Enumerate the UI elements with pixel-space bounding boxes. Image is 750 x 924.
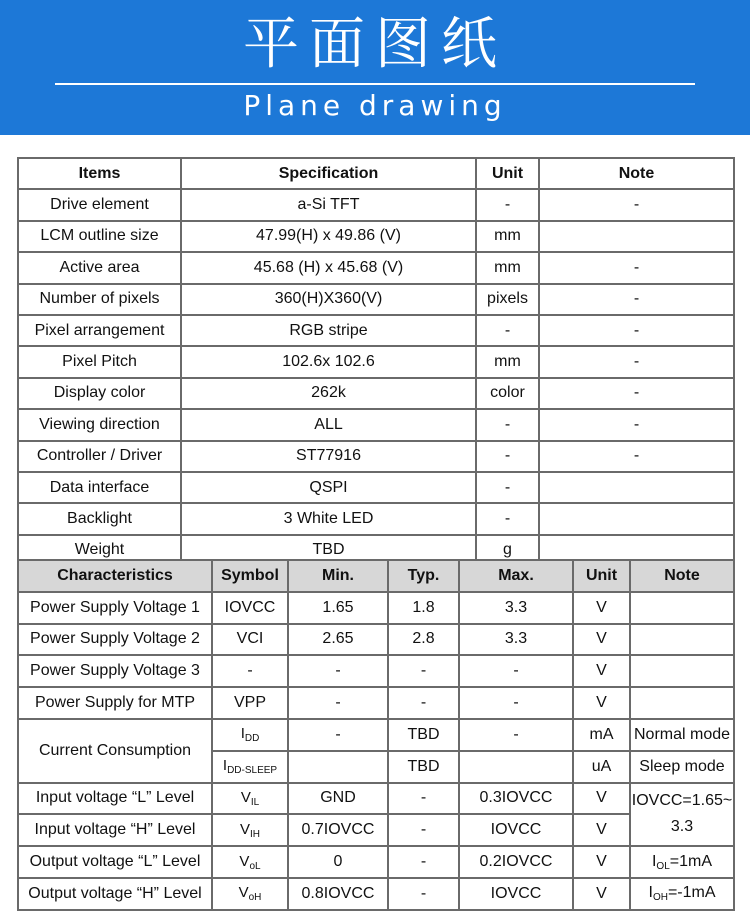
cell-note [630,655,734,687]
cell-note [630,592,734,624]
cell-unit: - [476,441,539,472]
cell-note: - [539,378,734,409]
cell-max: - [459,687,573,719]
cell-item: Drive element [18,189,181,220]
symbol-main: I [240,725,245,743]
table-row [18,284,734,315]
cell-unit: - [476,503,539,534]
cell-min: 0.8IOVCC [288,878,388,910]
table-row [18,719,734,751]
symbol-main: I [222,757,228,775]
cell-note: - [539,284,734,315]
symbol-main: V [239,820,250,838]
cell-unit: - [476,472,539,503]
cell-note: - [539,252,734,283]
cell-typ: TBD [388,719,459,751]
cell-item: Pixel Pitch [18,346,181,377]
cell-typ: - [388,783,459,815]
cell-note [630,624,734,656]
cell-max: 3.3 [459,624,573,656]
cell-item: Number of pixels [18,284,181,315]
cell-unit: mm [476,346,539,377]
cell-max: 0.3IOVCC [459,783,573,815]
cell-min: - [288,655,388,687]
cell-max: IOVCC [459,814,573,846]
cell-min: - [288,719,388,751]
cell-spec: ST77916 [181,441,476,472]
characteristics-table [17,559,735,911]
char-header-row [18,560,734,592]
table-row [18,378,734,409]
cell-unit: V [573,592,630,624]
cell-unit: - [476,409,539,440]
cell-min: 0.7IOVCC [288,814,388,846]
symbol-subscript: IL [250,796,260,808]
symbol-subscript: DD-SLEEP [227,765,278,777]
table-row [18,503,734,534]
cell-unit: - [476,315,539,346]
cell-spec: 262k [181,378,476,409]
cell-unit: mm [476,221,539,252]
note-main: I [651,852,657,870]
table-row [18,624,734,656]
cell-spec: TBD [181,535,476,566]
header-characteristics: Characteristics [18,560,212,592]
cell-min: GND [288,783,388,815]
cell-spec: 102.6x 102.6 [181,346,476,377]
cell-unit: - [476,189,539,220]
table-row [18,655,734,687]
header-banner [0,0,750,135]
cell-unit: mm [476,252,539,283]
cell-characteristic: Power Supply for MTP [18,687,212,719]
cell-characteristic: Power Supply Voltage 3 [18,655,212,687]
cell-spec: 3 White LED [181,503,476,534]
cell-max: 3.3 [459,592,573,624]
cell-max: IOVCC [459,878,573,910]
cell-characteristic: Output voltage “H” Level [18,878,212,910]
cell-note [539,472,734,503]
header-symbol: Symbol [212,560,288,592]
cell-typ: - [388,846,459,878]
cell-note [539,221,734,252]
cell-typ: 1.8 [388,592,459,624]
note-tail: =-1mA [667,884,716,902]
cell-unit: V [573,687,630,719]
symbol-main: V [240,788,251,806]
cell-item: Viewing direction [18,409,181,440]
header-note: Note [539,158,734,189]
note-subscript: OH [652,892,668,904]
table-row [18,346,734,377]
cell-symbol [212,751,288,783]
cell-max [459,751,573,783]
cell-unit: pixels [476,284,539,315]
cell-item: Controller / Driver [18,441,181,472]
cell-note-input-voltage: IOVCC=1.65~ 3.3 [630,783,734,847]
cell-symbol: VCI [212,624,288,656]
cell-min [288,751,388,783]
symbol-subscript: oL [249,860,261,872]
symbol-subscript: IH [250,828,260,840]
table-row [18,441,734,472]
table-row [18,846,734,878]
specification-table [17,157,735,567]
table-row [18,814,734,846]
table-row [18,221,734,252]
cell-characteristic: Output voltage “L” Level [18,846,212,878]
cell-unit: V [573,655,630,687]
cell-typ: 2.8 [388,624,459,656]
cell-item: Weight [18,535,181,566]
cell-symbol [212,846,288,878]
cell-unit: uA [573,751,630,783]
cell-spec: QSPI [181,472,476,503]
cell-unit: V [573,878,630,910]
cell-min: 1.65 [288,592,388,624]
cell-spec: RGB stripe [181,315,476,346]
cell-characteristic: Input voltage “L” Level [18,783,212,815]
cell-max: - [459,719,573,751]
symbol-main: V [238,884,249,902]
header-specification: Specification [181,158,476,189]
table-row [18,687,734,719]
header-unit: Unit [476,158,539,189]
cell-symbol: IOVCC [212,592,288,624]
cell-characteristic: Current Consumption [18,719,212,783]
cell-unit: mA [573,719,630,751]
cell-unit: V [573,783,630,815]
cell-unit: V [573,624,630,656]
symbol-subscript: oH [248,892,262,904]
header-min: Min. [288,560,388,592]
cell-note: - [539,409,734,440]
cell-min: 2.65 [288,624,388,656]
cell-item: Backlight [18,503,181,534]
cell-note [630,846,734,878]
cell-note: - [539,315,734,346]
cell-typ: TBD [388,751,459,783]
cell-spec: ALL [181,409,476,440]
cell-symbol: VPP [212,687,288,719]
cell-characteristic: Power Supply Voltage 2 [18,624,212,656]
header-unit: Unit [573,560,630,592]
cell-symbol [212,719,288,751]
spec-header-row [18,158,734,189]
cell-item: Active area [18,252,181,283]
table-row [18,189,734,220]
cell-note: Normal mode [630,719,734,751]
cell-min: - [288,687,388,719]
cell-item: LCM outline size [18,221,181,252]
cell-max: - [459,655,573,687]
cell-typ: - [388,814,459,846]
cell-unit: V [573,814,630,846]
table-row [18,315,734,346]
cell-note [539,503,734,534]
table-row [18,592,734,624]
cell-unit: g [476,535,539,566]
note-main: I [648,884,653,902]
symbol-subscript: DD [244,733,260,745]
cell-spec: 47.99(H) x 49.86 (V) [181,221,476,252]
table-row [18,472,734,503]
cell-symbol [212,878,288,910]
cell-symbol [212,814,288,846]
table-row [18,783,734,815]
cell-min: 0 [288,846,388,878]
cell-note: - [539,189,734,220]
cell-spec: 360(H)X360(V) [181,284,476,315]
cell-item: Data interface [18,472,181,503]
banner-title-en: Plane drawing [243,89,507,122]
banner-divider [55,83,695,85]
header-items: Items [18,158,181,189]
note-subscript: OL [656,860,670,872]
cell-characteristic: Power Supply Voltage 1 [18,592,212,624]
cell-typ: - [388,687,459,719]
cell-note [630,878,734,910]
cell-typ: - [388,655,459,687]
table-row [18,252,734,283]
cell-symbol: - [212,655,288,687]
cell-spec: a-Si TFT [181,189,476,220]
cell-note: - [539,346,734,377]
cell-unit: color [476,378,539,409]
note-tail: =1mA [669,852,713,870]
table-row [18,409,734,440]
cell-unit: V [573,846,630,878]
cell-note: Sleep mode [630,751,734,783]
cell-typ: - [388,878,459,910]
header-typ: Typ. [388,560,459,592]
cell-note: - [539,441,734,472]
table-row [18,878,734,910]
header-max: Max. [459,560,573,592]
cell-note [630,687,734,719]
cell-spec: 45.68 (H) x 45.68 (V) [181,252,476,283]
banner-title-cn: 平面图纸 [243,12,507,77]
cell-item: Display color [18,378,181,409]
symbol-main: V [239,852,250,870]
cell-symbol [212,783,288,815]
cell-max: 0.2IOVCC [459,846,573,878]
header-note: Note [630,560,734,592]
cell-characteristic: Input voltage “H” Level [18,814,212,846]
cell-item: Pixel arrangement [18,315,181,346]
